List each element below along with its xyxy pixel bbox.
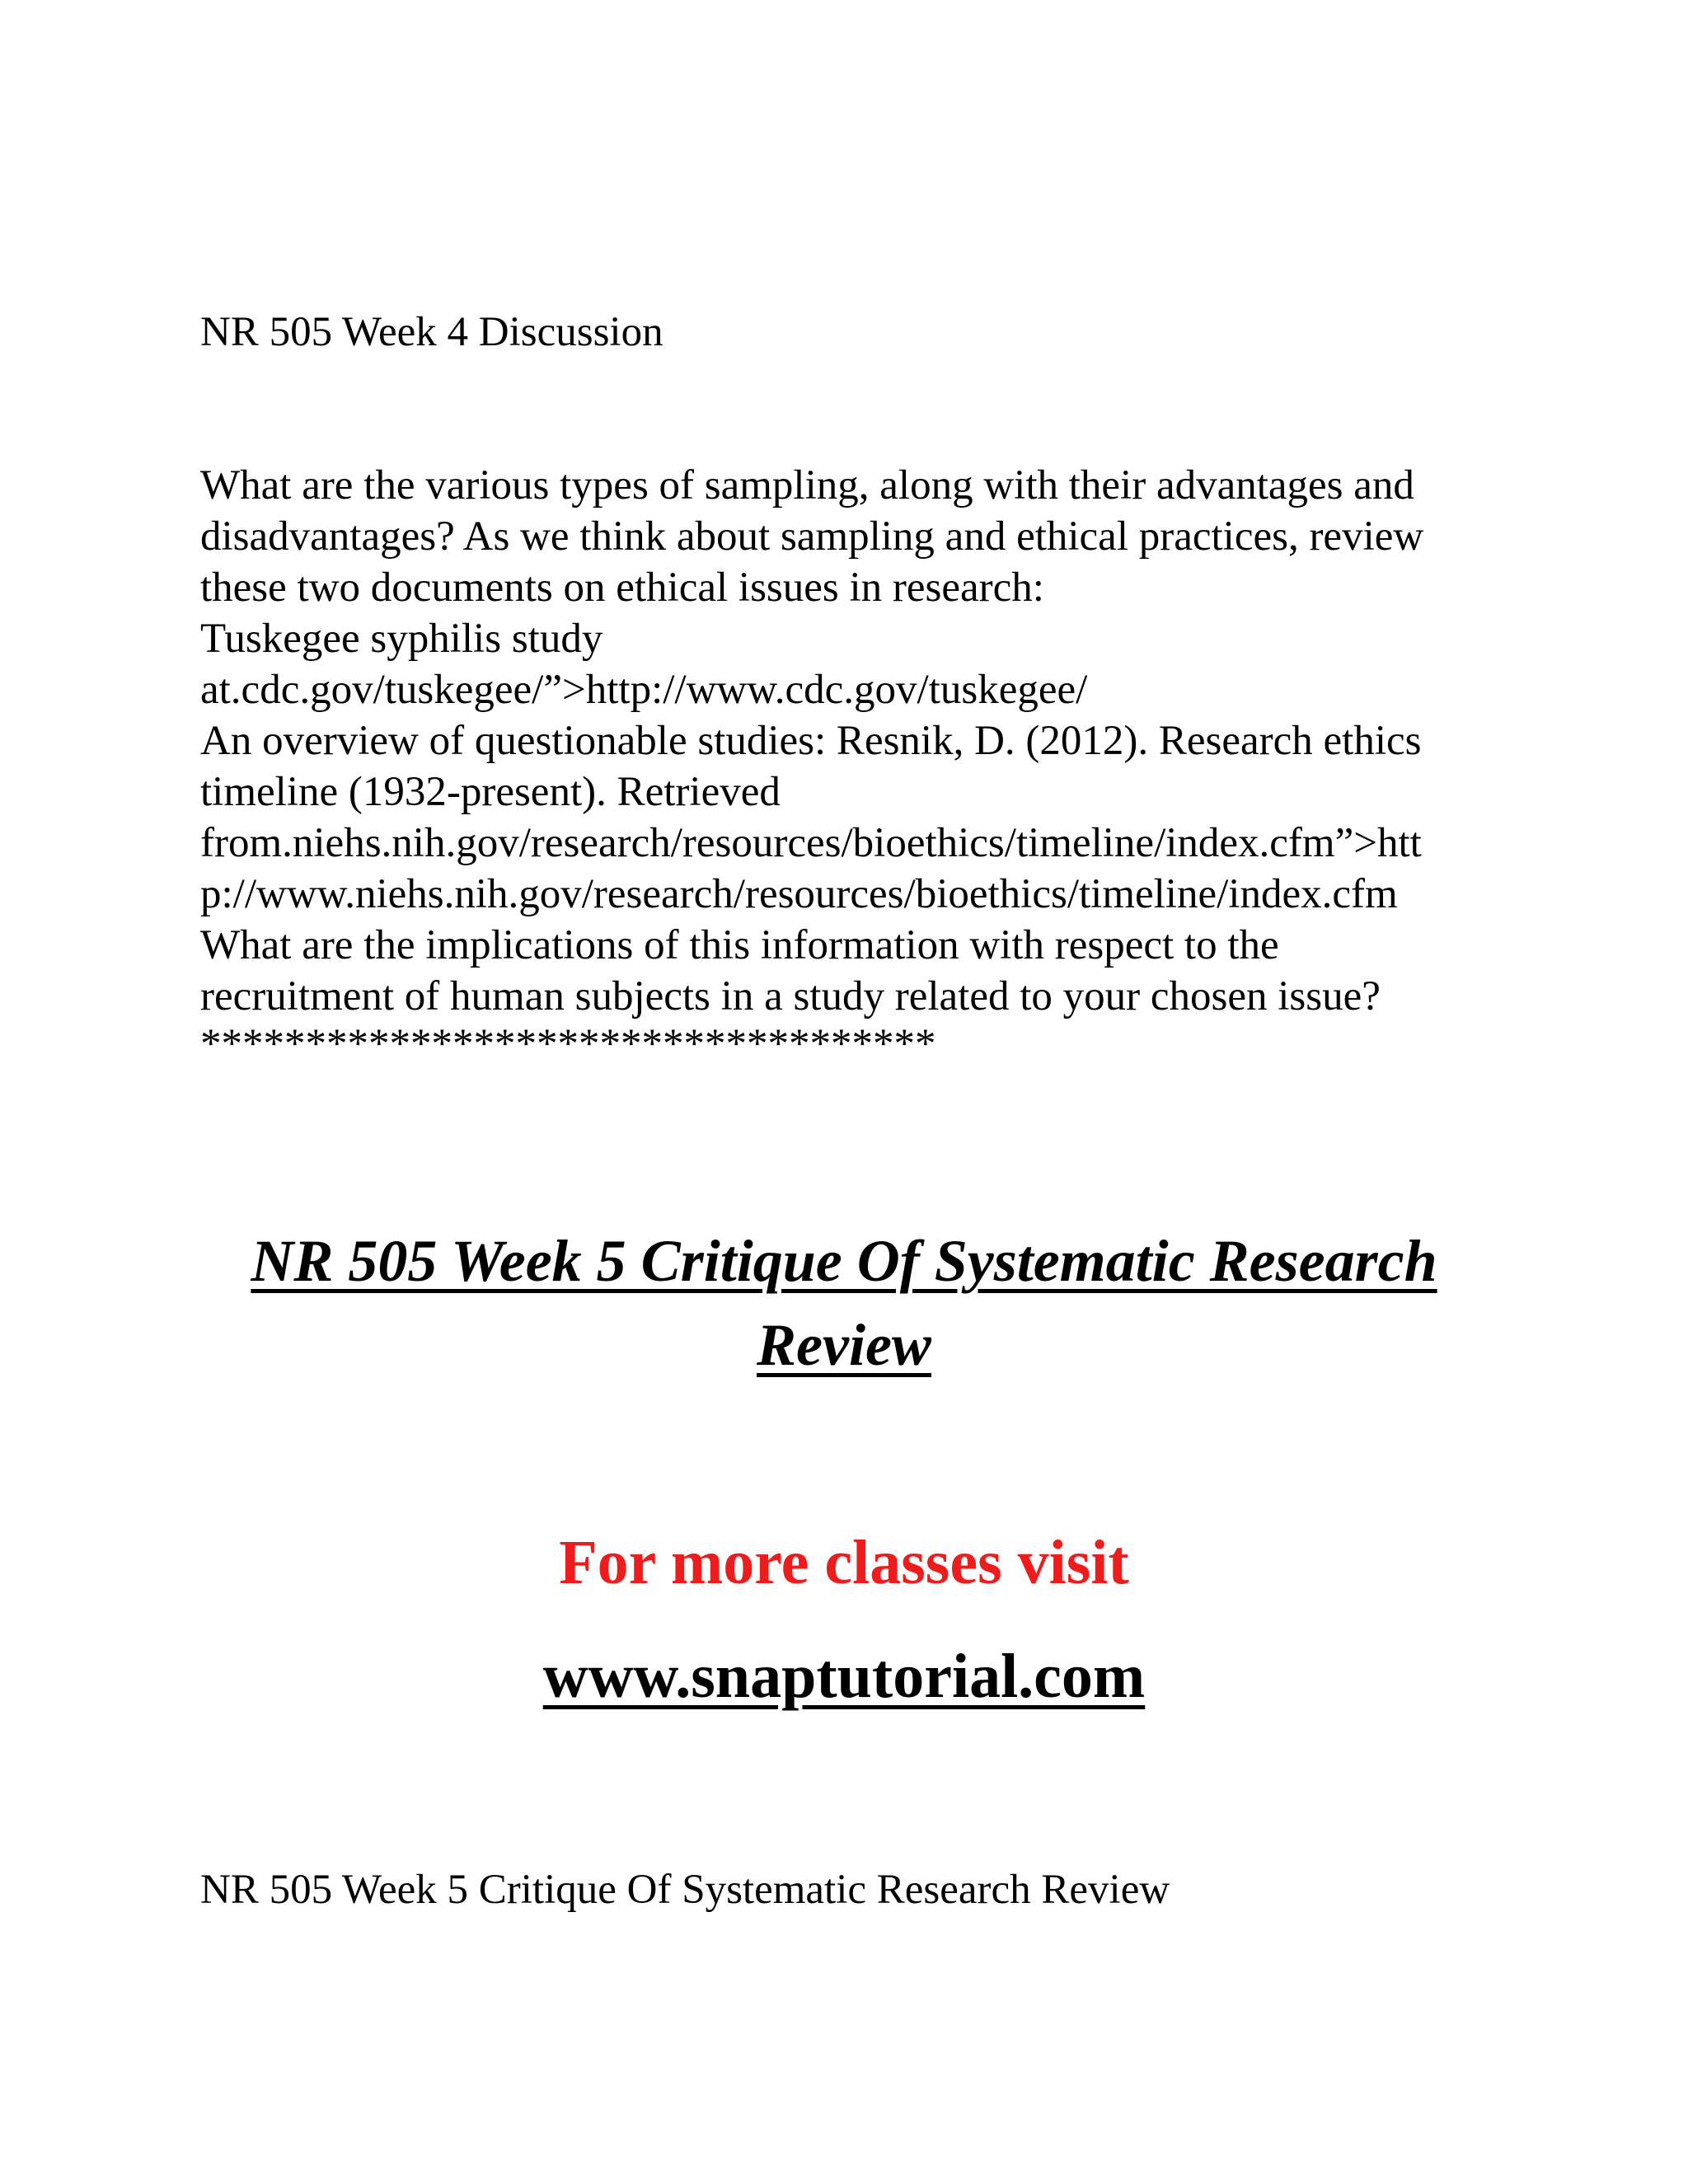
tuskegee-link[interactable]: at.cdc.gov/tuskegee/”>http://www.cdc.gov/tuskegee/: [200, 667, 1088, 713]
discussion-title: NR 505 Week 4 Discussion: [200, 309, 663, 355]
section-heading-text: Review: [757, 1312, 931, 1378]
footer-title: NR 505 Week 5 Critique Of Systematic Research Review: [200, 1867, 1170, 1913]
separator-asterisks: ***********************************: [200, 1021, 936, 1067]
body-line: What are the various types of sampling, along with their advantages and: [200, 462, 1414, 509]
body-line: What are the implications of this information with respect to the: [200, 922, 1279, 968]
body-line: recruitment of human subjects in a study related to your chosen issue?: [200, 973, 1381, 1019]
body-line: these two documents on ethical issues in research:: [200, 565, 1044, 611]
niehs-link-part1[interactable]: from.niehs.nih.gov/research/resources/bioethics/timeline/index.cfm”>htt: [200, 820, 1422, 866]
body-line: disadvantages? As we think about sampling and ethical practices, review: [200, 513, 1424, 560]
section-heading-line2: [0, 1304, 1688, 1386]
promo-text: For more classes visit: [559, 1528, 1129, 1597]
promo-link[interactable]: [0, 1635, 1688, 1718]
niehs-link-part2[interactable]: p://www.niehs.nih.gov/research/resources/bioethics/timeline/index.cfm: [200, 871, 1398, 917]
promo-link-text[interactable]: www.snaptutorial.com: [542, 1642, 1146, 1711]
body-line: Tuskegee syphilis study: [200, 616, 603, 662]
section-heading-line1: [0, 1220, 1688, 1302]
body-line: An overview of questionable studies: Resnik, D. (2012). Research ethics: [200, 718, 1422, 764]
section-heading-text: NR 505 Week 5 Critique Of Systematic Research: [251, 1228, 1437, 1294]
body-line: timeline (1932-present). Retrieved: [200, 769, 781, 815]
